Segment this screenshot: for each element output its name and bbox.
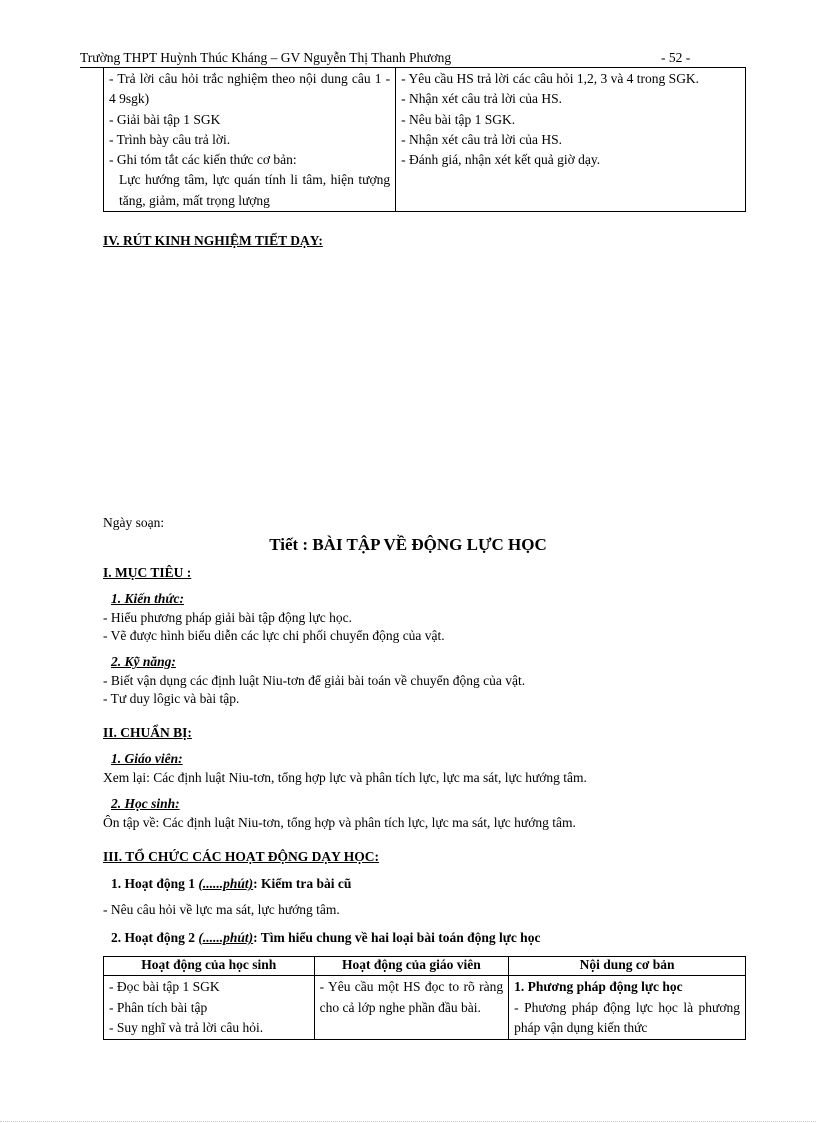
list-item: - Phân tích bài tập: [109, 999, 208, 1015]
skills-subheading: 2. Kỹ năng:: [111, 654, 176, 669]
lesson-title: Tiết : BÀI TẬP VỀ ĐỘNG LỰC HỌC: [269, 535, 547, 554]
activity-2-label: 2. Hoạt động 2: [111, 930, 199, 945]
activity-1-time: (......phút): [198, 876, 254, 891]
activity-2-time: (......phút): [198, 930, 254, 945]
student-activity-cell: [104, 976, 315, 1040]
student-preparation-text: Ôn tập về: Các định luật Niu-tơn, tổng hợp và phân tích lực, lực ma sát, lực hướng tâm.: [103, 815, 576, 830]
section-i-heading: I. MỤC TIÊU :: [103, 565, 192, 580]
content-title: 1. Phương pháp động lực học: [514, 979, 683, 994]
list-item: - Tư duy lôgic và bài tập.: [103, 691, 240, 706]
activity-1-title: : Kiểm tra bài cũ: [253, 876, 352, 891]
page-number: - 52 -: [661, 50, 691, 65]
student-activity-cell: [104, 68, 396, 212]
list-item: - Trả lời câu hỏi trắc nghiệm theo nội dung câu 1 - 4 9sgk): [109, 71, 391, 107]
activity-2-table: [103, 956, 746, 1040]
table-header: Hoạt động của giáo viên: [314, 957, 509, 976]
table-header: Hoạt động của học sinh: [104, 957, 315, 976]
list-item: - Vẽ được hình biểu diễn các lực chi phối chuyển động của vật.: [103, 628, 445, 643]
header-school: Trường THPT Huỳnh Thúc Kháng – GV Nguyễn Thị Thanh Phương: [80, 50, 452, 65]
list-item: - Nhận xét câu trả lời của HS.: [401, 131, 562, 147]
list-item: - Đọc bài tập 1 SGK: [109, 979, 220, 994]
teacher-subheading: 1. Giáo viên:: [111, 751, 183, 766]
table-header: Nội dung cơ bản: [509, 957, 746, 976]
activity-1-text: - Nêu câu hỏi về lực ma sát, lực hướng tâm.: [103, 902, 340, 917]
page-header: [80, 49, 700, 68]
list-item: - Hiểu phương pháp giải bài tập động lực học.: [103, 610, 352, 625]
knowledge-subheading: 1. Kiến thức:: [111, 591, 184, 606]
list-item: - Nhận xét câu trả lời của HS.: [401, 91, 562, 107]
list-item: - Giải bài tập 1 SGK: [109, 111, 221, 127]
list-item: - Suy nghĩ và trả lời câu hỏi.: [109, 1020, 264, 1035]
list-item: - Biết vận dụng các định luật Niu-tơn để giải bài toán về chuyển động của vật.: [103, 673, 526, 688]
activity-2-title: : Tìm hiểu chung về hai loại bài toán động lực học: [253, 930, 541, 945]
section-iv-heading: IV. RÚT KINH NGHIỆM TIẾT DẠY:: [103, 233, 323, 248]
list-item: - Trình bày câu trả lời.: [109, 131, 231, 147]
content-cell: [509, 976, 746, 1040]
list-item: - Ghi tóm tắt các kiến thức cơ bản:: [109, 152, 297, 168]
student-subheading: 2. Học sinh:: [111, 796, 180, 811]
list-item: Lực hướng tâm, lực quán tính li tâm, hiện tượng tăng, giảm, mất trọng lượng: [119, 172, 391, 208]
list-item: - Yêu cầu HS trả lời các câu hỏi 1,2, 3 và 4 trong SGK.: [401, 71, 700, 86]
top-activity-table: [103, 67, 746, 212]
teacher-preparation-text: Xem lại: Các định luật Niu-tơn, tổng hợp lực và phân tích lực, lực ma sát, lực hướng tâm.: [103, 770, 587, 785]
section-iii-heading: III. TỔ CHỨC CÁC HOẠT ĐỘNG DẠY HỌC:: [103, 849, 380, 864]
activity-2-heading: [111, 930, 540, 946]
teacher-activity-cell: [314, 976, 509, 1040]
activity-1-heading: [111, 876, 351, 892]
page-bottom-border: [0, 1121, 816, 1122]
teacher-activity-cell: [396, 68, 746, 212]
list-item: - Yêu cầu một HS đọc to rõ ràng cho cả lớp nghe phần đầu bài.: [319, 979, 504, 1015]
list-item: - Đánh giá, nhận xét kết quả giờ dạy.: [401, 152, 601, 168]
section-ii-heading: II. CHUẨN BỊ:: [103, 725, 192, 740]
content-text: - Phương pháp động lực học là phương pháp vận dụng kiến thức: [514, 999, 740, 1035]
activity-1-label: 1. Hoạt động 1: [111, 876, 199, 891]
preparation-date-label: Ngày soạn:: [103, 515, 165, 530]
list-item: - Nêu bài tập 1 SGK.: [401, 111, 516, 127]
